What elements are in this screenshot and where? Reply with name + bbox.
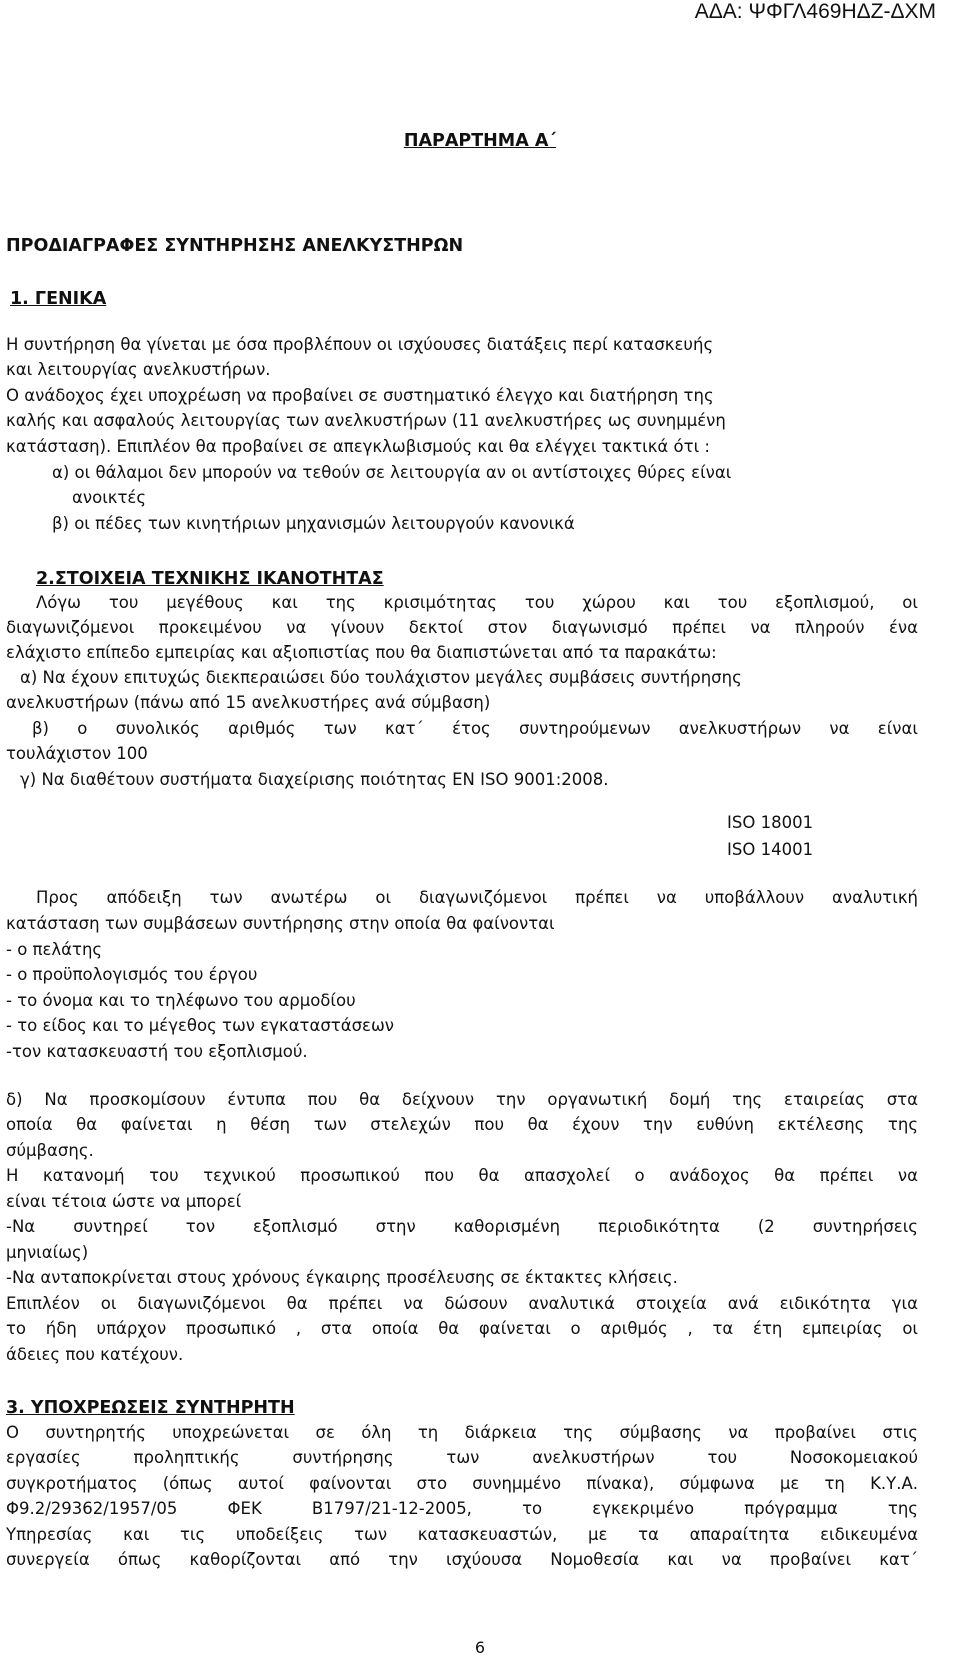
- text-line: κατάσταση). Επιπλέον θα προβαίνει σε απεγκλωβισμούς και θα ελέγχει τακτικά ότι :: [6, 437, 710, 456]
- section-2-heading: 2.ΣΤΟΙΧΕΙΑ ΤΕΧΝΙΚΗΣ ΙΚΑΝΟΤΗΤΑΣ: [36, 569, 384, 589]
- page-number: 6: [474, 1638, 486, 1657]
- text-line: Ο ανάδοχος έχει υποχρέωση να προβαίνει σε συστηματικό έλεγχο και διατήρηση της: [6, 386, 714, 405]
- text-line: Η συντήρηση θα γίνεται με όσα προβλέπουν οι ισχύουσες διατάξεις περί κατασκευής: [6, 335, 714, 354]
- text-line: Η κατανομή του τεχνικού προσωπικού που θα απασχολεί ο ανάδοχος θα πρέπει να: [6, 1166, 918, 1185]
- text-line: - το όνομα και το τηλέφωνο του αρμοδίου: [6, 991, 356, 1010]
- text-line: Λόγω του μεγέθους και της κρισιμότητας του χώρου και του εξοπλισμού, οι: [36, 593, 918, 612]
- text-line: δ) Να προσκομίσουν έντυπα που θα δείχνουν την οργανωτική δομή της εταιρείας στα: [6, 1090, 918, 1109]
- page-title: ΠΑΡΑΡΤΗΜΑ Α΄: [403, 131, 557, 151]
- text-line: Προς απόδειξη των ανωτέρω οι διαγωνιζόμενοι πρέπει να υποβάλλουν αναλυτική: [36, 888, 918, 907]
- text-line: και λειτουργίας ανελκυστήρων.: [6, 360, 271, 379]
- text-line: άδειες που κατέχουν.: [6, 1345, 184, 1364]
- text-line: - ο προϋπολογισμός του έργου: [6, 965, 258, 984]
- text-line: ISO 14001: [727, 840, 814, 859]
- section-3-heading: 3. ΥΠΟΧΡΕΩΣΕΙΣ ΣΥΝΤΗΡΗΤΗ: [6, 1398, 295, 1418]
- text-line: β) οι πέδες των κινητήριων μηχανισμών λειτουργούν κανονικά: [52, 514, 575, 533]
- text-line: Υπηρεσίας και τις υποδείξεις των κατασκευαστών, με τα απαραίτητα ειδικευμένα: [6, 1525, 918, 1544]
- text-line: ISO 18001: [727, 813, 814, 832]
- text-line: - ο πελάτης: [6, 940, 103, 959]
- text-line: Φ9.2/29362/1957/05 ΦΕΚ Β1797/21-12-2005, το εγκεκριμένο πρόγραμμα της: [6, 1499, 918, 1518]
- ada-code: ΑΔΑ: ΨΦΓΛ469ΗΔΖ-ΔΧΜ: [694, 0, 936, 23]
- text-line: α) οι θάλαμοι δεν μπορούν να τεθούν σε λειτουργία αν οι αντίστοιχες θύρες είναι: [52, 463, 732, 482]
- text-line: διαγωνιζόμενοι προκειμένου να γίνουν δεκτοί στον διαγωνισμό πρέπει να πληρούν ένα: [6, 618, 918, 637]
- text-line: οποία θα φαίνεται η θέση των στελεχών που θα έχουν την ευθύνη εκτέλεσης της: [6, 1115, 918, 1134]
- text-line: συγκροτήματος (όπως αυτοί φαίνονται στο συνημμένο πίνακα), σύμφωνα με τη Κ.Υ.Α.: [6, 1474, 918, 1493]
- main-heading: ΠΡΟΔΙΑΓΡΑΦΕΣ ΣΥΝΤΗΡΗΣΗΣ ΑΝΕΛΚΥΣΤΗΡΩΝ: [6, 236, 464, 256]
- text-line: -τον κατασκευαστή του εξοπλισμού.: [6, 1042, 308, 1061]
- text-line: β) ο συνολικός αριθμός των κατ΄ έτος συντηρούμενων ανελκυστήρων να είναι: [32, 719, 918, 738]
- text-line: εργασίες προληπτικής συντήρησης των ανελκυστήρων του Νοσοκομειακού: [6, 1448, 918, 1467]
- text-line: -Να συντηρεί τον εξοπλισμό στην καθορισμένη περιοδικότητα (2 συντηρήσεις: [6, 1217, 918, 1236]
- text-line: σύμβασης.: [6, 1141, 94, 1160]
- text-line: γ) Να διαθέτουν συστήματα διαχείρισης ποιότητας ΕΝ ISO 9001:2008.: [20, 770, 609, 789]
- text-line: Ο συντηρητής υποχρεώνεται σε όλη τη διάρκεια της σύμβασης να προβαίνει στις: [6, 1423, 918, 1442]
- text-line: είναι τέτοια ώστε να μπορεί: [6, 1192, 242, 1211]
- text-line: - το είδος και το μέγεθος των εγκαταστάσεων: [6, 1016, 394, 1035]
- text-line: ελάχιστο επίπεδο εμπειρίας και αξιοπιστίας που θα διαπιστώνεται από τα παρακάτω:: [6, 643, 717, 662]
- text-line: ανοικτές: [72, 488, 147, 507]
- text-line: συνεργεία όπως καθορίζονται από την ισχύουσα Νομοθεσία και να προβαίνει κατ΄: [6, 1550, 918, 1569]
- text-line: το ήδη υπάρχον προσωπικό , στα οποία θα φαίνεται ο αριθμός , τα έτη εμπειρίας οι: [6, 1319, 918, 1338]
- section-1-heading: 1. ΓΕΝΙΚΑ: [10, 289, 107, 309]
- text-line: ανελκυστήρων (πάνω από 15 ανελκυστήρες ανά σύμβαση): [6, 693, 491, 712]
- text-line: μηνιαίως): [6, 1243, 89, 1262]
- text-line: τουλάχιστον 100: [6, 744, 148, 763]
- text-line: α) Να έχουν επιτυχώς διεκπεραιώσει δύο τουλάχιστον μεγάλες συμβάσεις συντήρησης: [20, 668, 742, 687]
- text-line: Επιπλέον οι διαγωνιζόμενοι θα πρέπει να δώσουν αναλυτικά στοιχεία ανά ειδικότητα για: [6, 1294, 918, 1313]
- text-line: -Να ανταποκρίνεται στους χρόνους έγκαιρης προσέλευσης σε έκτακτες κλήσεις.: [6, 1268, 678, 1287]
- text-line: καλής και ασφαλούς λειτουργίας των ανελκυστήρων (11 ανελκυστήρες ως συνημμένη: [6, 411, 726, 430]
- text-line: κατάσταση των συμβάσεων συντήρησης στην οποία θα φαίνονται: [6, 914, 555, 933]
